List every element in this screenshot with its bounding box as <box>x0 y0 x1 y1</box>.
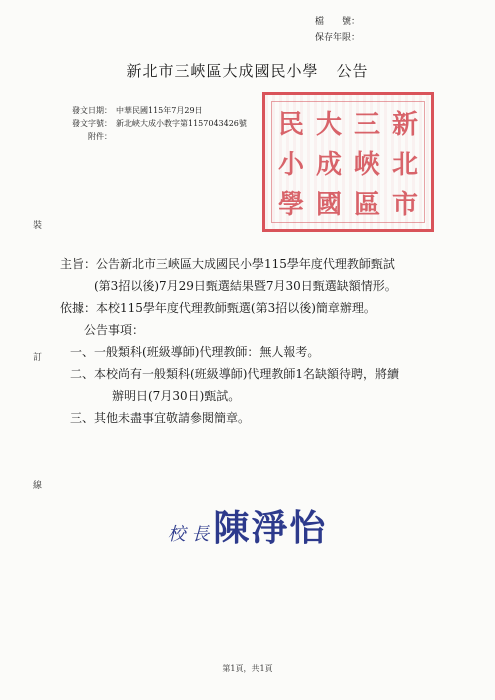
document-body <box>60 253 470 429</box>
seal-char: 北 <box>392 149 419 180</box>
seal-char: 國 <box>316 189 343 220</box>
seal-char: 成 <box>316 149 343 180</box>
binding-mark-2: 訂 <box>33 353 43 363</box>
retention-row <box>300 30 360 46</box>
seal-char: 民 <box>278 109 305 140</box>
document-type: 公告 <box>336 62 369 80</box>
item-1 <box>60 341 470 363</box>
attachment-label: 附件： <box>88 132 112 141</box>
item-2 <box>60 363 470 385</box>
reference-label: 發文字號： <box>72 119 112 128</box>
basis-line <box>60 297 470 319</box>
subject-label: 主旨： <box>60 257 97 271</box>
item-2-number: 二、 <box>70 367 95 381</box>
item-2-text-2: 辦明日(7月30日)甄試。 <box>112 389 241 403</box>
seal-characters <box>271 101 425 223</box>
date-row <box>60 104 247 117</box>
basis-text: 本校115學年度代理教師甄選(第3招以後)簡章辦理。 <box>96 301 376 315</box>
dispatch-info <box>60 104 247 143</box>
page-number: 第1頁，共1頁 <box>222 664 273 673</box>
item-3 <box>60 407 470 429</box>
signature-name: 陳淨怡 <box>213 507 328 549</box>
items-heading: 公告事項： <box>84 323 145 337</box>
seal-char: 峽 <box>354 149 381 180</box>
item-3-text: 其他未盡事宜敬請參閱簡章。 <box>94 411 251 425</box>
seal-char: 小 <box>278 149 305 180</box>
organization-name: 新北市三峽區大成國民小學 <box>126 62 319 80</box>
signature-title: 校 長 <box>167 524 210 545</box>
item-1-text: 一般類科(班級導師)代理教師：無人報考。 <box>94 345 320 359</box>
official-seal <box>262 92 434 232</box>
binding-mark-3: 線 <box>33 481 43 491</box>
basis-label: 依據： <box>60 301 97 315</box>
file-number-row <box>300 14 360 30</box>
subject-text-1: 公告新北市三峽區大成國民小學115學年度代理教師甄試 <box>96 257 395 271</box>
retention-label: 保存年限： <box>314 33 360 43</box>
date-label: 發文日期： <box>72 106 112 115</box>
document-title <box>0 60 495 81</box>
reference-row <box>60 117 247 130</box>
seal-char: 市 <box>392 189 419 220</box>
seal-char: 區 <box>354 189 381 220</box>
item-2-text-1: 本校尚有一般類科(班級導師)代理教師1名缺額待聘，將續 <box>94 367 400 381</box>
item-1-number: 一、 <box>70 345 95 359</box>
subject-line-2: (第3招以後)7月29日甄選結果暨7月30日甄選缺額情形。 <box>94 279 397 293</box>
seal-char: 學 <box>278 189 305 220</box>
date-value: 中華民國115年7月29日 <box>116 106 203 115</box>
file-number-label: 檔 號： <box>314 17 360 27</box>
reference-value: 新北峽大成小教字第1157043426號 <box>116 119 247 128</box>
seal-char: 三 <box>354 109 381 140</box>
item-3-number: 三、 <box>70 411 95 425</box>
attachment-row <box>60 130 247 143</box>
file-meta <box>300 14 360 46</box>
seal-char: 新 <box>392 109 419 140</box>
binding-mark-1: 裝 <box>33 221 43 231</box>
seal-char: 大 <box>316 109 343 140</box>
subject-line-1 <box>60 253 470 275</box>
principal-signature <box>0 500 495 551</box>
